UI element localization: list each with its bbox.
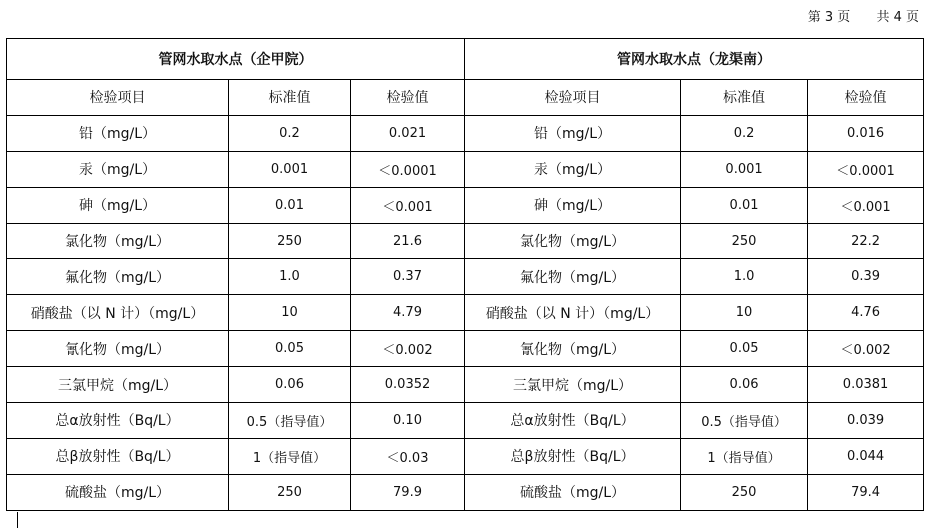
test-item-cell: 氰化物（mg/L） [465,331,681,367]
standard-value-cell: 0.01 [681,187,808,223]
table-row [7,474,924,510]
standard-value-cell: 1（指导值） [681,438,808,474]
result-value-cell: 4.79 [351,295,465,331]
page-edge-line [17,512,18,528]
standard-value-cell: 0.2 [681,115,808,151]
test-item-cell: 总α放射性（Bq/L） [465,403,681,439]
standard-value-cell: 0.001 [229,151,351,187]
result-value-cell: 0.039 [808,403,924,439]
test-item-cell: 总β放射性（Bq/L） [465,438,681,474]
column-header-result: 检验值 [808,80,924,116]
result-value-cell: ＜0.002 [808,331,924,367]
result-value-cell: 0.016 [808,115,924,151]
table-row [7,115,924,151]
result-value-cell: ＜0.0001 [808,151,924,187]
table-row [7,187,924,223]
result-value-cell: ＜0.002 [351,331,465,367]
standard-value-cell: 0.5（指导值） [229,403,351,439]
result-value-cell: 0.0381 [808,367,924,403]
table-row [7,403,924,439]
test-item-cell: 硫酸盐（mg/L） [465,474,681,510]
table-row [7,295,924,331]
test-item-cell: 砷（mg/L） [7,187,229,223]
standard-value-cell: 10 [681,295,808,331]
test-item-cell: 氟化物（mg/L） [465,259,681,295]
table-row [7,438,924,474]
test-item-cell: 硝酸盐（以 N 计）（mg/L） [465,295,681,331]
standard-value-cell: 0.06 [681,367,808,403]
column-header-item: 检验项目 [7,80,229,116]
test-item-cell: 铅（mg/L） [465,115,681,151]
test-item-cell: 汞（mg/L） [465,151,681,187]
result-value-cell: 0.10 [351,403,465,439]
result-value-cell: ＜0.001 [351,187,465,223]
standard-value-cell: 250 [229,474,351,510]
standard-value-cell: 10 [229,295,351,331]
test-item-cell: 氰化物（mg/L） [7,331,229,367]
test-item-cell: 氯化物（mg/L） [465,223,681,259]
site-title-right: 管网水取水点（龙渠南） [465,39,924,80]
result-value-cell: ＜0.001 [808,187,924,223]
result-value-cell: 79.4 [808,474,924,510]
standard-value-cell: 0.06 [229,367,351,403]
table-row [7,151,924,187]
column-header-item: 检验项目 [465,80,681,116]
standard-value-cell: 1.0 [229,259,351,295]
result-value-cell: 4.76 [808,295,924,331]
result-value-cell: 0.021 [351,115,465,151]
test-item-cell: 氟化物（mg/L） [7,259,229,295]
test-item-cell: 硝酸盐（以 N 计）（mg/L） [7,295,229,331]
column-header-standard: 标准值 [229,80,351,116]
result-value-cell: 79.9 [351,474,465,510]
standard-value-cell: 250 [229,223,351,259]
standard-value-cell: 0.01 [229,187,351,223]
test-item-cell: 三氯甲烷（mg/L） [465,367,681,403]
standard-value-cell: 250 [681,223,808,259]
column-header-row [7,80,924,116]
table-row [7,331,924,367]
site-title-left: 管网水取水点（企甲院） [7,39,465,80]
standard-value-cell: 0.5（指导值） [681,403,808,439]
result-value-cell: 0.0352 [351,367,465,403]
standard-value-cell: 250 [681,474,808,510]
table-row [7,223,924,259]
table-row [7,367,924,403]
column-header-result: 检验值 [351,80,465,116]
result-value-cell: ＜0.03 [351,438,465,474]
page-number [808,6,919,25]
result-value-cell: 22.2 [808,223,924,259]
site-header-row [7,39,924,80]
standard-value-cell: 0.001 [681,151,808,187]
test-item-cell: 三氯甲烷（mg/L） [7,367,229,403]
test-item-cell: 硫酸盐（mg/L） [7,474,229,510]
standard-value-cell: 0.05 [681,331,808,367]
test-item-cell: 铅（mg/L） [7,115,229,151]
result-value-cell: 0.044 [808,438,924,474]
test-item-cell: 砷（mg/L） [465,187,681,223]
table-row [7,259,924,295]
test-item-cell: 汞（mg/L） [7,151,229,187]
test-item-cell: 氯化物（mg/L） [7,223,229,259]
standard-value-cell: 0.05 [229,331,351,367]
total-pages: 共 4 页 [876,10,919,25]
standard-value-cell: 1（指导值） [229,438,351,474]
result-value-cell: 21.6 [351,223,465,259]
water-quality-table [6,38,924,511]
current-page: 第 3 页 [807,10,851,25]
test-item-cell: 总β放射性（Bq/L） [7,438,229,474]
result-value-cell: 0.39 [808,259,924,295]
test-item-cell: 总α放射性（Bq/L） [7,403,229,439]
standard-value-cell: 0.2 [229,115,351,151]
result-value-cell: ＜0.0001 [351,151,465,187]
standard-value-cell: 1.0 [681,259,808,295]
result-value-cell: 0.37 [351,259,465,295]
column-header-standard: 标准值 [681,80,808,116]
